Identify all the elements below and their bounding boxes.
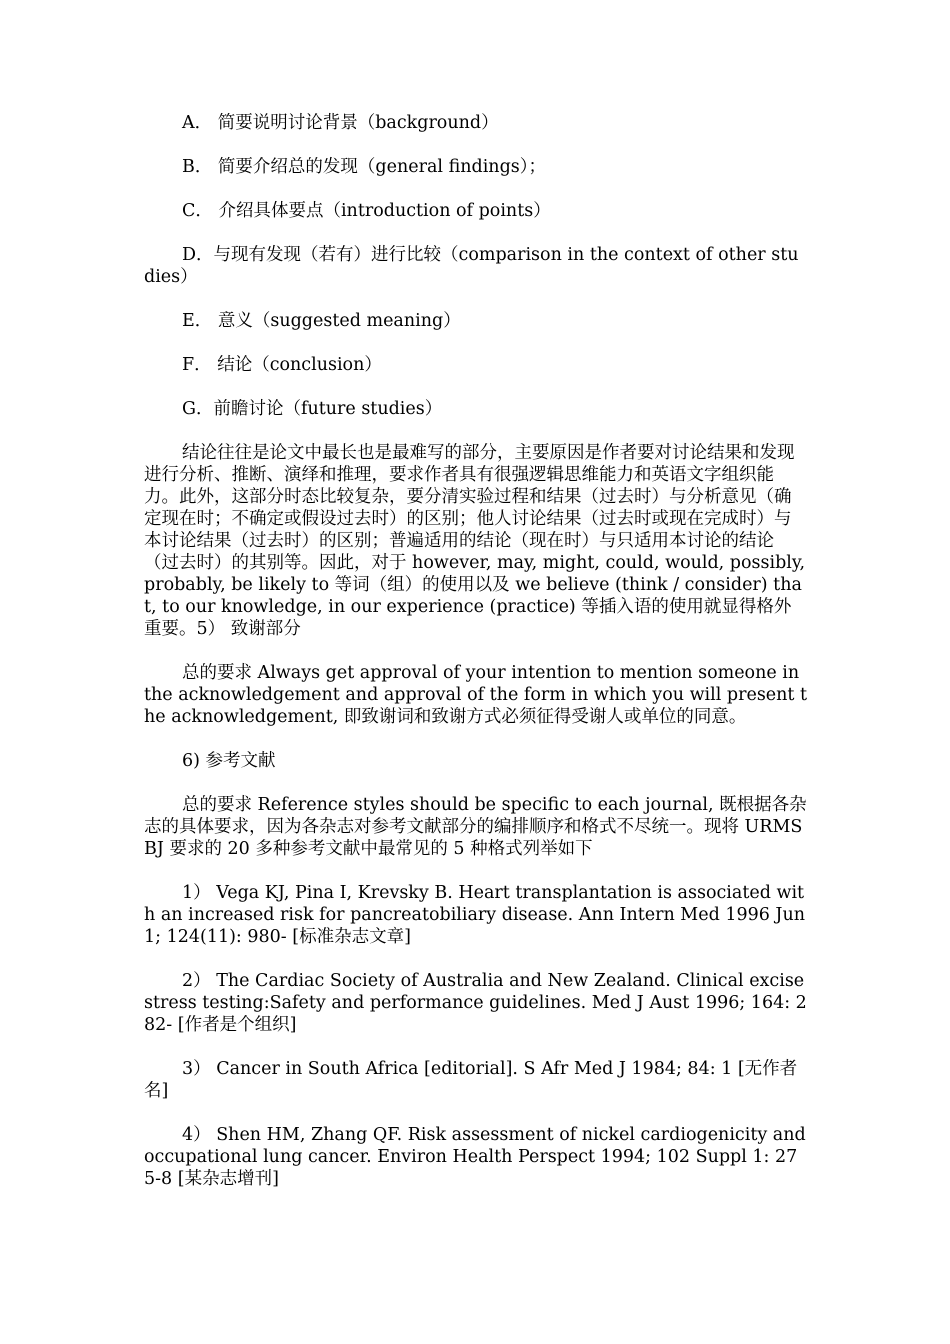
discussion-item-b: B． 简要介绍总的发现（general findings）； — [182, 157, 547, 177]
reference-example-1: 1） Vega KJ, Pina I, Krevsky B. Heart transplantation is associated with an increased risk for pancreatobiliary disease. Ann Intern Med 1996 Jun 1; 124(11): 980- [标准杂志文章] — [144, 883, 805, 947]
discussion-item-e: E． 意义（suggested meaning） — [182, 311, 461, 331]
conclusion-paragraph: 结论往往是论文中最长也是最难写的部分，主要原因是作者要对讨论结果和发现进行分析、推断、演绎和推理，要求作者具有很强逻辑思维能力和英语文字组织能力。此外，这部分时态比较复杂，要分清实验过程和结果（过去时）与分析意见（确定现在时；不确定或假设过去时）的区别；他人讨论结果（过去时或现在完成时）与本讨论结果（过去时）的区别；普遍适用的结论（现在时）与只适用本讨论的结论（过去时）的其别等。因此，对于 however, may, might, could, would, possibly, probably, be likely to 等词（组）的使用以及 we believe (think / consider) that, to our knowledge, in our experience (practice) 等插入语的使用就显得格外重要。5） 致谢部分 — [144, 443, 806, 639]
discussion-item-c: C． 介绍具体要点（introduction of points） — [182, 201, 551, 221]
references-intro: 总的要求 Reference styles should be specific to each journal, 既根据各杂志的具体要求，因为各杂志对参考文献部分的编排顺序和格式不尽统一。现将 URMSBJ 要求的 20 多种参考文献中最常见的 5 种格式列举如下 — [144, 795, 807, 859]
reference-example-3: 3） Cancer in South Africa [editorial]. S Afr Med J 1984; 84: 1 [无作者名] — [144, 1059, 798, 1101]
document-body — [144, 112, 808, 1212]
discussion-item-g: G．前瞻讨论（future studies） — [182, 399, 443, 419]
references-heading: 6) 参考文献 — [182, 751, 276, 771]
acknowledgement-paragraph: 总的要求 Always get approval of your intention to mention someone in the acknowledgement and approval of the form in which you will present the acknowledgement, 即致谢词和致谢方式必须征得受谢人或单位的同意。 — [144, 663, 808, 727]
discussion-item-a: A． 简要说明讨论背景（background） — [182, 113, 499, 133]
reference-example-2: 2） The Cardiac Society of Australia and New Zealand. Clinical excise stress testing:Safety and performance guidelines. Med J Aust 1996; 164: 282- [作者是个组织] — [144, 971, 807, 1035]
reference-example-4: 4） Shen HM, Zhang QF. Risk assessment of nickel cardiogenicity and occupational lung cancer. Environ Health Perspect 1994; 102 Suppl 1: 275-8 [某杂志增刊] — [144, 1125, 806, 1189]
discussion-item-f: F． 结论（conclusion） — [182, 355, 382, 375]
discussion-item-d: D．与现有发现（若有）进行比较（comparison in the context of other studies） — [144, 245, 799, 287]
